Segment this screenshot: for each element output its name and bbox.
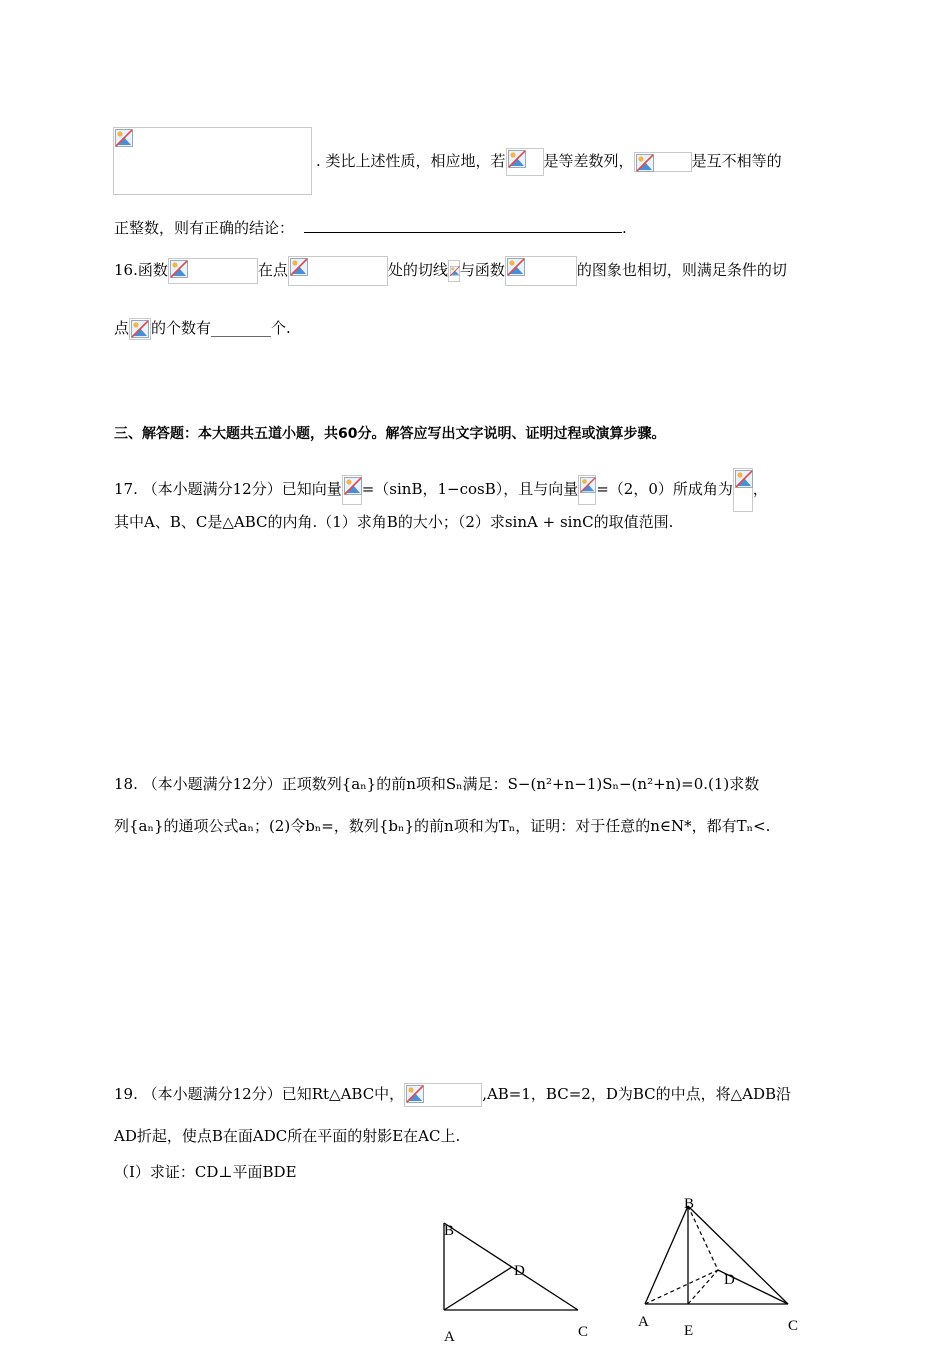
broken-image-icon bbox=[344, 477, 362, 495]
q18-line1: 18. （本小题满分12分）正项数列{aₙ}的前n项和Sₙ满足：S−(n²+n−1)Sₙ−(n²+n)=0.(1)求数 bbox=[114, 775, 760, 793]
q15-line2: 正整数，则有正确的结论： . bbox=[114, 219, 627, 237]
formula-image-placeholder bbox=[733, 468, 753, 512]
formula-image-placeholder bbox=[578, 475, 596, 505]
broken-image-icon bbox=[450, 262, 460, 280]
broken-image-icon bbox=[115, 129, 133, 147]
q18-line2: 列{aₙ}的通项公式aₙ；(2)令bₙ=，数列{bₙ}的前n项和为Tₙ，证明：对于任意的n∈N*，都有Tₙ<. bbox=[114, 817, 771, 835]
vertex-label-c: C bbox=[788, 1318, 799, 1334]
section-heading: 三、解答题：本大题共五道小题，共60分。解答应写出文字说明、证明过程或演算步骤。 bbox=[114, 426, 666, 442]
vertex-label-d: D bbox=[724, 1272, 735, 1288]
broken-image-icon bbox=[636, 154, 654, 172]
q17-line2: 其中A、B、C是△ABC的内角.（1）求角B的大小；（2）求sinA + sinC的取值范围. bbox=[114, 513, 674, 531]
q19-line1: 19. （本小题满分12分）已知Rt△ABC中， ,AB=1，BC=2，D为BC的中点，将△ADB沿 bbox=[114, 1083, 791, 1107]
formula-image-placeholder bbox=[448, 260, 460, 282]
broken-image-icon bbox=[508, 150, 526, 168]
q17-line1: 17. （本小题满分12分）已知向量 =（sinB，1−cosB），且与向量 =（2，0）所成角为 ， bbox=[114, 468, 768, 512]
q16-line1: 16.函数 在点 处的切线 与函数 的图象也相切，则满足条件的切 bbox=[114, 256, 787, 286]
formula-image-placeholder bbox=[342, 475, 362, 505]
broken-image-icon bbox=[290, 258, 308, 276]
q19-part1: （Ⅰ）求证：CD⊥平面BDE bbox=[114, 1163, 297, 1181]
vertex-label-b: B bbox=[444, 1223, 455, 1239]
broken-image-icon bbox=[507, 258, 525, 276]
formula-image-placeholder bbox=[634, 152, 692, 172]
answer-blank bbox=[304, 232, 622, 233]
vertex-label-a: A bbox=[444, 1329, 455, 1345]
vertex-label-a: A bbox=[638, 1314, 649, 1330]
q15-line1: . 类比上述性质，相应地，若 是等差数列， 是互不相等的 bbox=[316, 148, 782, 176]
vertex-label-b: B bbox=[684, 1196, 695, 1212]
formula-image-placeholder bbox=[113, 127, 312, 195]
triangle-figure bbox=[430, 1215, 600, 1344]
broken-image-icon bbox=[131, 320, 149, 338]
formula-image-placeholder bbox=[129, 318, 151, 340]
broken-image-icon bbox=[406, 1085, 424, 1103]
q19-line2: AD折起，使点B在面ADC所在平面的射影E在AC上. bbox=[114, 1127, 461, 1145]
formula-image-placeholder bbox=[506, 148, 544, 176]
vertex-label-c: C bbox=[578, 1324, 589, 1340]
formula-image-placeholder bbox=[288, 256, 388, 286]
q16-line2: 点 的个数有________个. bbox=[114, 318, 291, 340]
formula-image-placeholder bbox=[404, 1083, 482, 1107]
vertex-label-d: D bbox=[514, 1263, 525, 1279]
pyramid-figure bbox=[630, 1196, 810, 1344]
vertex-label-e: E bbox=[684, 1323, 694, 1339]
broken-image-icon bbox=[580, 477, 596, 493]
broken-image-icon bbox=[735, 470, 753, 488]
broken-image-icon bbox=[170, 260, 188, 278]
formula-image-placeholder bbox=[505, 256, 577, 286]
formula-image-placeholder bbox=[168, 258, 258, 284]
pyramid-diagram bbox=[630, 1196, 810, 1344]
